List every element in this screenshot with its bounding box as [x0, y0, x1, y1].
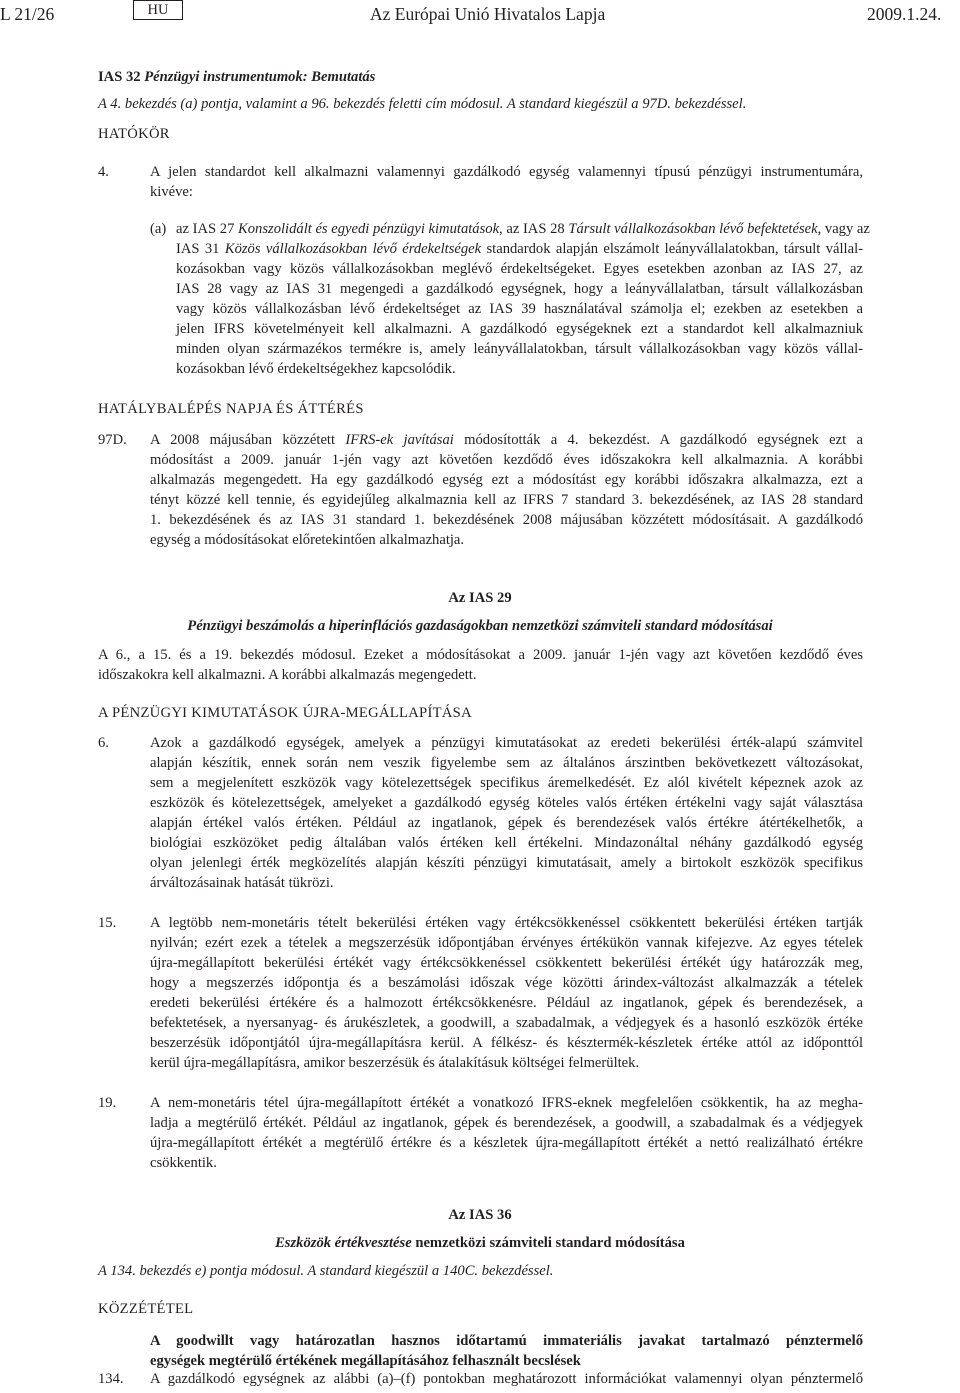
paragraph-15-line: kerül újra-megállapításra, amikor beszerzésük és átalakításuk költségei felmerültek.	[150, 1055, 640, 1071]
point-a-line: IAS 31 Közös vállalkozásokban lévő érdekeltségek standardok alapján elszámolt leányvállalatokban, társult vállal-	[176, 241, 864, 257]
disclosure-bold-heading-line: egységek megtérülő értékének megállapításához felhasznált becslések	[150, 1353, 581, 1369]
paragraph-15-line: nyilván; ezért ezek a tételek a megszerzésük időpontjában érvényes értékükön vannak kifejezve. Az egyes tételek	[150, 935, 863, 951]
effective-date-heading: HATÁLYBALÉPÉS NAPJA ÉS ÁTTÉRÉS	[98, 401, 364, 417]
ias29-title: Az IAS 29	[448, 590, 512, 606]
paragraph-6-line: sem a megjelenített eszközök vagy kötelezettségek specifikus áremelkedését. Ez alól kivételt képeznek azok az	[150, 775, 863, 791]
paragraph-6-line: olyan jelenlegi érték megközelítés alapján készíti pénzügyi kimutatásait, amely a birtokolt eszközök specifikus	[150, 855, 863, 871]
paragraph-4-line: kivéve:	[150, 184, 193, 200]
ias36-title: Az IAS 36	[448, 1207, 512, 1223]
paragraph-6-line: Azok a gazdálkodó egységek, amelyek a pénzügyi kimutatásokat az eredeti bekerülési érték-alapú számvitel	[150, 735, 863, 751]
journal-title: Az Európai Unió Hivatalos Lapja	[370, 4, 606, 24]
ias36-intro: A 134. bekezdés e) pontja módosul. A standard kiegészül a 140C. bekezdéssel.	[98, 1263, 554, 1279]
restatement-heading: A PÉNZÜGYI KIMUTATÁSOK ÚJRA-MEGÁLLAPÍTÁSA	[98, 705, 472, 721]
scope-heading: HATÓKÖR	[98, 126, 170, 142]
publication-date: 2009.1.24.	[867, 4, 942, 24]
paragraph-134-line: A gazdálkodó egységnek az alábbi (a)–(f) pontokban meghatározott információkat valamennyi olyan pénztermelő	[150, 1371, 863, 1387]
ias32-intro: A 4. bekezdés (a) pontja, valamint a 96. bekezdés feletti cím módosul. A standard kiegészül a 97D. bekezdéssel.	[98, 96, 747, 112]
ias36-subtitle: Eszközök értékvesztése nemzetközi számviteli standard módosítása	[275, 1235, 685, 1251]
paragraph-97d-line: egység a módosításokat előretekintően alkalmazhatja.	[150, 532, 465, 548]
paragraph-4-number: 4.	[98, 164, 109, 180]
paragraph-97d-line: módosítást a 2009. január 1-jén vagy azt követően kezdődő éves időszakokra kell alkalmaznia. A korábbi	[150, 452, 863, 468]
paragraph-15-line: hogy a megszerzés időpontja és a beszámolási időszak vége közötti árindex-változást alkalmazzák a tételek	[150, 975, 863, 991]
paragraph-15-line: beszerzésük időpontjától újra-megállapításra kerül. A félkész- és késztermék-készletek értéke attól az időponttól	[150, 1035, 863, 1051]
paragraph-6-line: eszközök és kötelezettségek, amelyeket a gazdálkodó egység köteles valós értéken értékelni vagy saját választása	[150, 795, 863, 811]
ias29-intro-line: időszakokra kell alkalmazni. A korábbi alkalmazás megengedett.	[98, 667, 477, 683]
ias32-title-code: IAS 32	[98, 69, 141, 85]
language-badge: HU	[133, 0, 183, 20]
disclosure-bold-heading-line: A goodwillt vagy határozatlan hasznos időtartamú immateriális javakat tartalmazó pénztermelő	[150, 1333, 863, 1349]
paragraph-19-line: ladja a megtérülő értékét. Például az ingatlanok, gépek és berendezések, a goodwill, a szabadalmak és a védjegyek	[150, 1115, 863, 1131]
paragraph-15-line: újra-megállapított bekerülési értékét vagy értékcsökkenéssel csökkentett bekerülési értékét úgy határozzák meg,	[150, 955, 863, 971]
ias29-intro-line: A 6., a 15. és a 19. bekezdés módosul. Ezeket a módosításokat a 2009. január 1-jén vagy azt követően kezdődő éves	[98, 647, 863, 663]
paragraph-6-line: alapján készítik, ennek során nem veszik figyelembe sem az általános árszintben bekövetkezett változásokat,	[150, 755, 863, 771]
point-a-label: (a)	[150, 221, 167, 237]
paragraph-15-line: eredeti bekerülési értékére és a halmozott értékcsökkenésre. Például az ingatlanok, gépek és berendezések, a	[150, 995, 863, 1011]
paragraph-19-line: A nem-monetáris tétel újra-megállapított értékét a vonatkozó IFRS-eknek megfelelően csökkentik, ha az megha-	[150, 1095, 863, 1111]
paragraph-97d-number: 97D.	[98, 432, 127, 448]
point-a-line: minden olyan származékos termékre is, amely leányvállalatokban, társult vállalkozásokban vagy közös vállal-	[176, 341, 863, 357]
paragraph-6-line: alapján értékel valós értéken. Például az ingatlanok, gépek és berendezések valós értékre átértékelhetők, a	[150, 815, 863, 831]
point-a-line: kozásokban lévő érdekeltségekhez kapcsolódik.	[176, 361, 456, 377]
ias32-title-name: Pénzügyi instrumentumok: Bemutatás	[144, 69, 376, 85]
paragraph-97d-line: 1. bekezdésének és az IAS 31 standard 1. bekezdésének 2008 májusában közzétett módosításait. A gazdálkodó	[150, 512, 863, 528]
paragraph-15-number: 15.	[98, 915, 117, 931]
paragraph-97d-line: tényt közzé kell tennie, és egyidejűleg alkalmaznia kell az IFRS 7 standard 3. bekezdésének, az IAS 28 standard	[150, 492, 863, 508]
paragraph-19-number: 19.	[98, 1095, 117, 1111]
point-a-line: az IAS 27 Konszolidált és egyedi pénzügyi kimutatások, az IAS 28 Társult vállalkozásokban lévő befektetések, vagy az	[176, 221, 870, 237]
disclosure-heading: KÖZZÉTÉTEL	[98, 1301, 194, 1317]
paragraph-19-line: csökkentik.	[150, 1155, 217, 1171]
ias29-subtitle: Pénzügyi beszámolás a hiperinflációs gazdaságokban nemzetközi számviteli standard módosításai	[187, 618, 773, 634]
paragraph-97d-line: A 2008 májusában közzétett IFRS-ek javításai módosították a 4. bekezdést. A gazdálkodó egységnek ezt a	[150, 432, 864, 448]
paragraph-6-line: biológiai eszközöket pedig általában valós értéken kell értékelni. Mindazonáltal néhány gazdálkodó egység	[150, 835, 863, 851]
point-a-line: vagy közös vállalkozásban lévő érdekeltséget az IAS 39 használatával számolja el; ezekben az esetekben a	[176, 301, 863, 317]
paragraph-6-number: 6.	[98, 735, 109, 751]
paragraph-4-line: A jelen standardot kell alkalmazni valamennyi gazdálkodó egység valamennyi típusú pénzügyi instrumentumára,	[150, 164, 863, 180]
paragraph-15-line: befektetések, a nyersanyag- és árukészletek, a goodwill, a szabadalmak, a védjegyek és a hasonló eszközök értéke	[150, 1015, 863, 1031]
paragraph-19-line: újra-megállapított értékét a megtérülő értékre és a készletek újra-megállapított értékét a nettó realizálható értékre	[150, 1135, 863, 1151]
paragraph-134-number: 134.	[98, 1371, 124, 1387]
point-a-line: IAS 28 vagy az IAS 31 megengedi a gazdálkodó egységnek, hogy a leányvállalatban, társult vállalkozásban	[176, 281, 863, 297]
page-reference: L 21/26	[0, 4, 55, 24]
ias32-title	[98, 67, 375, 87]
point-a-line: jelen IFRS követelményeit kell alkalmazni. A gazdálkodó egységeknek ezt a standardot kell alkalmazniuk	[176, 321, 863, 337]
point-a-line: kozásokban vagy közös vállalkozásokban meglévő érdekeltségeket. Egyes esetekben azonban az IAS 27, az	[176, 261, 863, 277]
paragraph-97d-line: alkalmazás megengedett. Ha egy gazdálkodó egység ezt a módosítást egy korábbi időszakra alkalmazza, ezt a	[150, 472, 863, 488]
paragraph-6-line: árváltozásainak hatását tükrözi.	[150, 875, 334, 891]
paragraph-15-line: A legtöbb nem-monetáris tételt bekerülési értéken vagy értékcsökkenéssel csökkentett bekerülési értéken tartják	[150, 915, 863, 931]
